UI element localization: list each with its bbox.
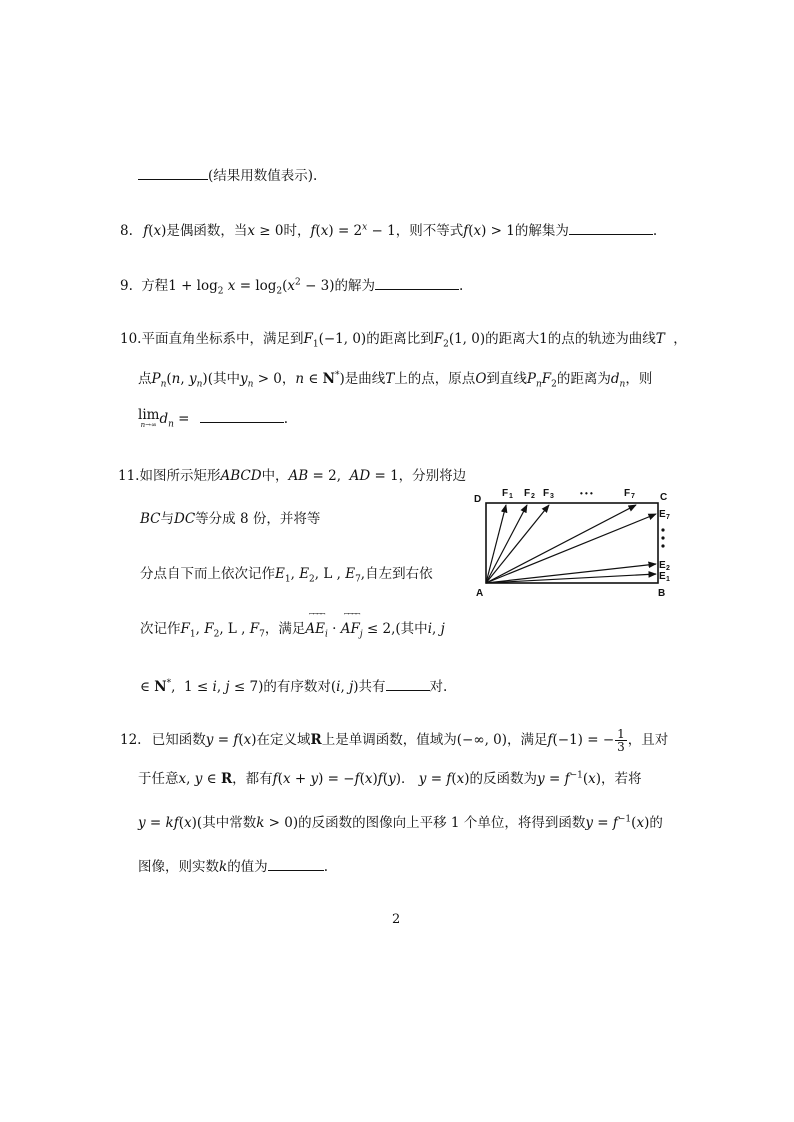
text: (其中 (207, 371, 240, 387)
math: $d_n$ (610, 371, 626, 390)
label-f2-sub: 2 (531, 493, 535, 500)
label-b: B (658, 588, 666, 599)
text: 图像，则实数 (138, 859, 219, 875)
math: T (655, 331, 665, 347)
problem-11-line-1 (118, 467, 466, 485)
label-f7-sub: 7 (631, 493, 635, 500)
text: ，分别将边 (398, 468, 467, 484)
label-f3: F (543, 488, 550, 499)
problem-number: 12. (120, 732, 142, 748)
problem-number: 10. (120, 331, 142, 347)
label-e2-sub: 2 (666, 565, 670, 572)
problem-11-line-2 (140, 510, 320, 528)
text: ，则不等式 (395, 223, 464, 239)
text: 与 (160, 511, 175, 527)
math: y = f(x) (205, 732, 257, 748)
text: 于任意 (138, 771, 179, 787)
problem-11-line-5 (140, 676, 447, 696)
math: $P_nF_2$ (526, 371, 557, 390)
text: ，都有 (232, 771, 273, 787)
math: k (219, 859, 228, 875)
answer-blank (138, 165, 208, 180)
text: ，且对 (627, 732, 669, 748)
label-d: D (474, 494, 482, 505)
math: O (475, 371, 487, 387)
problem-number: 9. (120, 278, 133, 294)
label-e1-sub: 1 (666, 576, 670, 583)
answer-blank (268, 856, 324, 871)
answer-blank (569, 220, 653, 235)
problem-10-line-3: lim n→∞ $d_n$ = . (138, 407, 289, 430)
text: 方程 (141, 278, 169, 294)
math: i, j (427, 621, 445, 637)
math: T (385, 371, 395, 387)
label-e2: E (659, 560, 666, 571)
problem-number: 11. (118, 468, 140, 484)
text: (其中常数 (196, 815, 257, 831)
math: f(x + y) = −f(x)f(y) (272, 771, 401, 787)
problem-10-line-2: 点$P_n(n$, $y_n$)(其中$y_n > 0$，n ∈ N*)是曲线T上的点，原点O到直线$P_nF_2$的距离为$d_n$，则 (138, 370, 653, 390)
problem-12-line-4: 图像，则实数k的值为 . (138, 856, 328, 876)
math: $y_n > 0$，n ∈ N* (239, 370, 340, 390)
text: 的值为 (227, 859, 268, 875)
problem-10-line-1: 10.平面直角坐标系中，满足到$F_1(-1$, 0)的距离比到$F_2(1$, 0)的距离大1的点的轨迹为曲线T ， (120, 331, 687, 350)
answer-blank (200, 408, 284, 423)
math: f(−1) = − $\frac{1}{3}$ (547, 727, 625, 754)
answer-blank (375, 275, 459, 290)
math: $F_2(1$, 0) (433, 331, 486, 350)
math: y = kf(x) (138, 815, 197, 831)
math: ∈ N*, 1 ≤ i, j ≤ 7 (140, 678, 259, 695)
math: AB = 2, AD = 1 (288, 468, 399, 484)
math: $F_1$, $F_2$, L , $F_7$ (180, 621, 265, 640)
text: 分点自下而上依次记作 (140, 566, 275, 582)
math: f(x) (143, 223, 167, 239)
text: 的距离为 (556, 371, 611, 387)
text: ,(其中 (391, 621, 428, 637)
label-a: A (476, 588, 484, 599)
text: 的点的轨迹为曲线 (547, 331, 656, 347)
problem-12-line-3 (138, 814, 663, 832)
math: $1 + \log_2 x = \log_2(x^2 - 3)$ (168, 277, 335, 297)
text: 的 (649, 815, 663, 831)
math: $f(x) = 2^x - 1$ (310, 222, 396, 239)
math: (−∞, 0) (456, 732, 508, 748)
text: 已知函数 (151, 732, 206, 748)
math: $P_n(n$, $y_n$) (151, 371, 208, 390)
text: ，则 (625, 371, 653, 387)
label-f1-sub: 1 (509, 493, 513, 500)
vector-ae7 (486, 514, 656, 583)
text: 的距离大 (485, 331, 540, 347)
text: ，满足 (264, 621, 306, 637)
text: 的距离比到 (366, 331, 434, 347)
label-dots: • • • (580, 489, 593, 498)
label-e7-sub: 7 (666, 514, 670, 521)
page-number: 2 (392, 912, 401, 927)
problem-11-line-4 (140, 611, 445, 640)
text: 的解集为 (514, 223, 569, 239)
line-0 (138, 165, 317, 185)
text: 对. (429, 679, 448, 695)
math: k > 0 (256, 815, 293, 831)
problem-8: 8. f(x)是偶函数，当x ≥ 0时，$f(x) = 2^x - 1$，则不等式f(x) > 1的解集为 . (120, 220, 657, 240)
text: 等分成 8 份，并将等 (195, 511, 321, 527)
text: 如图所示矩形 (139, 468, 221, 484)
label-c: C (660, 492, 668, 503)
text: 上的点，原点 (394, 371, 476, 387)
text: 是曲线 (344, 371, 386, 387)
text: 的解为 (334, 278, 376, 294)
vector-inequality: ꟷꟷꟷꟷ $AE_i$ · ꟷꟷꟷꟷ $AF_j \le 2$ (305, 611, 392, 640)
text: )的反函数的图像向上平移 1 个单位，将得到函数 (292, 815, 586, 831)
math: R (310, 732, 322, 748)
text: ，满足 (507, 732, 548, 748)
math: (i, j) (330, 679, 359, 695)
math: $y = f^{-1}(x)$ (537, 770, 602, 787)
math: $F_1(-1$, 0) (303, 331, 367, 350)
text: ,自左到右依 (360, 566, 433, 582)
text: 平面直角坐标系中，满足到 (141, 331, 304, 347)
text: 点 (138, 371, 152, 387)
label-f1: F (502, 488, 509, 499)
math: y = f(x) (418, 771, 470, 787)
vector-ae1 (486, 574, 656, 583)
label-f7: F (624, 488, 631, 499)
text: 到直线 (486, 371, 527, 387)
math: $y = f^{-1}(x)$ (585, 814, 650, 831)
vector-ae2 (486, 564, 656, 583)
label-e1: E (659, 571, 666, 582)
math: x, y ∈ R (178, 771, 233, 787)
text: 在定义域 (256, 732, 311, 748)
text: 是偶函数，当 (166, 223, 248, 239)
math: x ≥ 0 (247, 223, 284, 239)
vector-af2 (486, 505, 527, 583)
vertical-dots (661, 528, 664, 547)
text: )的有序数对 (258, 679, 331, 695)
text: 时， (283, 223, 311, 239)
text: (结果用数值表示). (208, 168, 318, 184)
math: f(x) > 1 (463, 223, 515, 239)
problem-9: 9. 方程$1 + \log_2 x = \log_2(x^2 - 3)$的解为 . (120, 275, 463, 295)
rectangle-figure (470, 478, 680, 602)
text: 次记作 (140, 621, 181, 637)
math: DC (174, 511, 196, 527)
problem-12-line-2: 于任意x, y ∈ R，都有f(x + y) = −f(x)f(y)． y = f(x)的反函数为$y = f^{-1}(x)$，若将 (138, 770, 642, 787)
problem-11-line-3 (140, 565, 433, 583)
math: 1 (539, 331, 548, 347)
rectangle-abcd (486, 503, 658, 583)
answer-blank (386, 676, 430, 691)
math: BC (140, 511, 161, 527)
label-f2: F (524, 488, 531, 499)
text: ，若将 (601, 771, 642, 787)
label-f3-sub: 3 (550, 493, 554, 500)
limit-expression: lim n→∞ $d_n$ = (138, 407, 190, 430)
vector-af7 (486, 505, 636, 583)
label-e7: E (659, 509, 666, 520)
text: 的反函数为 (469, 771, 538, 787)
math: $E_1$, $E_2$, L , $E_7$ (275, 566, 361, 585)
math: ABCD (220, 468, 262, 484)
problem-number: 8. (120, 223, 133, 239)
problem-12-line-1 (120, 728, 668, 753)
text: 中， (261, 468, 289, 484)
text: 上是单调函数，值域为 (321, 732, 457, 748)
text: 共有 (358, 679, 386, 695)
